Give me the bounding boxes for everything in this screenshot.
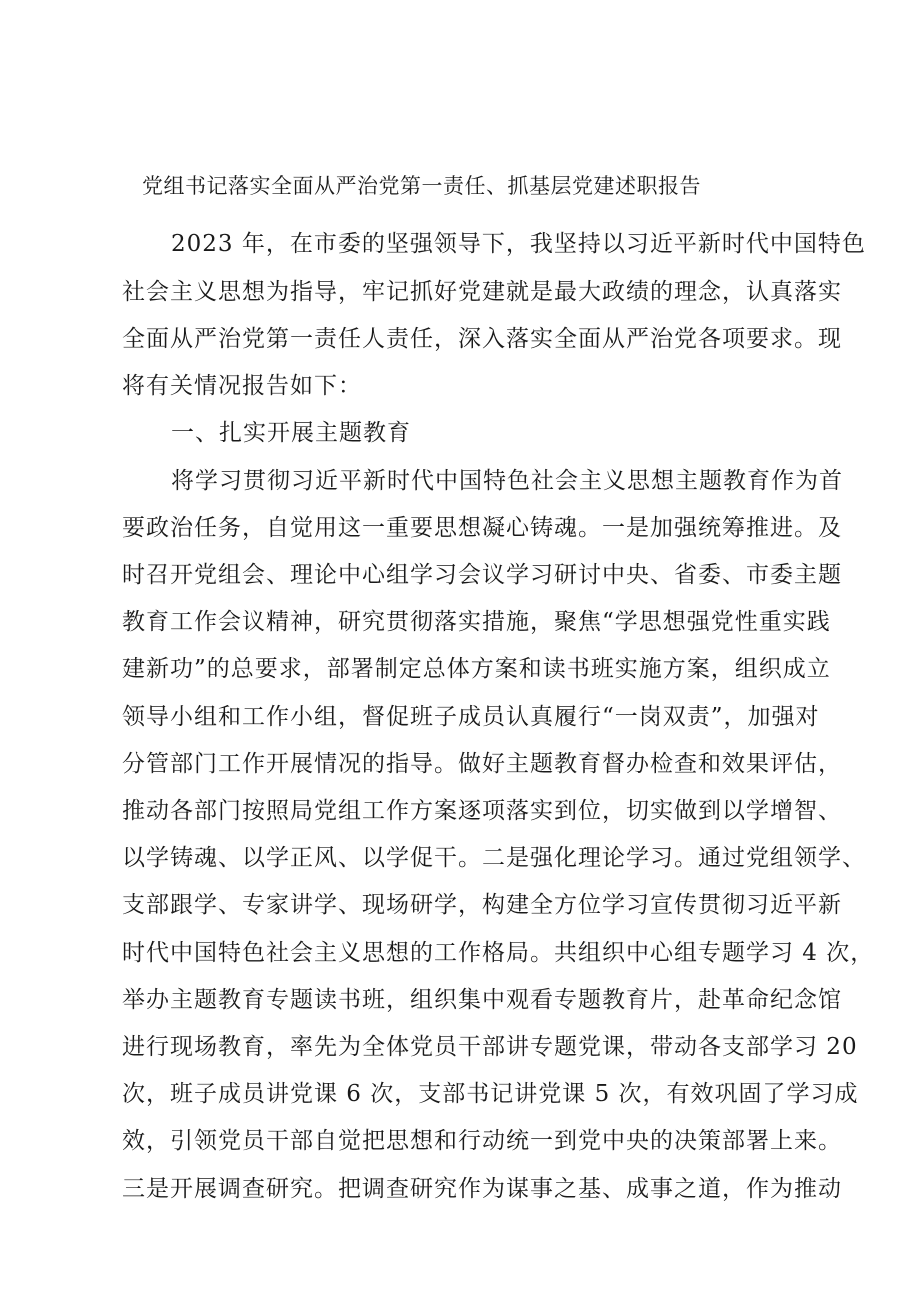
paragraph-line: 效，引领党员干部自觉把思想和行动统一到党中央的决策部署上来。 [122, 1128, 842, 1154]
paragraph-line: 分管部门工作开展情况的指导。做好主题教育督办检查和效果评估， [122, 751, 842, 777]
paragraph-line: 建新功”的总要求，部署制定总体方案和读书班实施方案，组织成立 [122, 656, 831, 682]
paragraph-line: 时召开党组会、理论中心组学习会议学习研讨中央、省委、市委主题 [122, 562, 842, 588]
paragraph-line: 支部跟学、专家讲学、现场研学，构建全方位学习宣传贯彻习近平新 [122, 892, 842, 918]
paragraph-line: 举办主题教育专题读书班，组织集中观看专题教育片，赴革命纪念馆 [122, 987, 842, 1013]
document-title: 党组书记落实全面从严治党第一责任、抓基层党建述职报告 [142, 174, 701, 198]
paragraph-line: 领导小组和工作小组，督促班子成员认真履行“一岗双责”，加强对 [122, 704, 820, 730]
section-heading: 一、扎实开展主题教育 [171, 420, 411, 446]
paragraph-line: 时代中国特色社会主义思想的工作格局。共组织中心组专题学习 4 次， [122, 940, 875, 966]
paragraph-line: 进行现场教育，率先为全体党员干部讲专题党课，带动各支部学习 20 [122, 1034, 858, 1060]
paragraph-line: 要政治任务，自觉用这一重要思想凝心铸魂。一是加强统筹推进。及 [122, 515, 842, 541]
paragraph-line: 以学铸魂、以学正风、以学促干。二是强化理论学习。通过党组领学、 [122, 845, 866, 871]
paragraph-line: 三是开展调查研究。把调查研究作为谋事之基、成事之道，作为推动 [122, 1176, 842, 1202]
paragraph-line: 将学习贯彻习近平新时代中国特色社会主义思想主题教育作为首 [171, 468, 843, 494]
paragraph-line: 将有关情况报告如下： [122, 373, 362, 399]
paragraph-line: 教育工作会议精神，研究贯彻落实措施，聚焦“学思想强党性重实践 [122, 609, 831, 635]
paragraph-line: 次，班子成员讲党课 6 次，支部书记讲党课 5 次，有效巩固了学习成 [122, 1081, 859, 1107]
paragraph-line: 2023 年，在市委的坚强领导下，我坚持以习近平新时代中国特色 [171, 231, 866, 257]
paragraph-line: 社会主义思想为指导，牢记抓好党建就是最大政绩的理念，认真落实 [122, 279, 842, 305]
paragraph-line: 推动各部门按照局党组工作方案逐项落实到位，切实做到以学增智、 [122, 798, 842, 824]
paragraph-line: 全面从严治党第一责任人责任，深入落实全面从严治党各项要求。现 [122, 326, 842, 352]
